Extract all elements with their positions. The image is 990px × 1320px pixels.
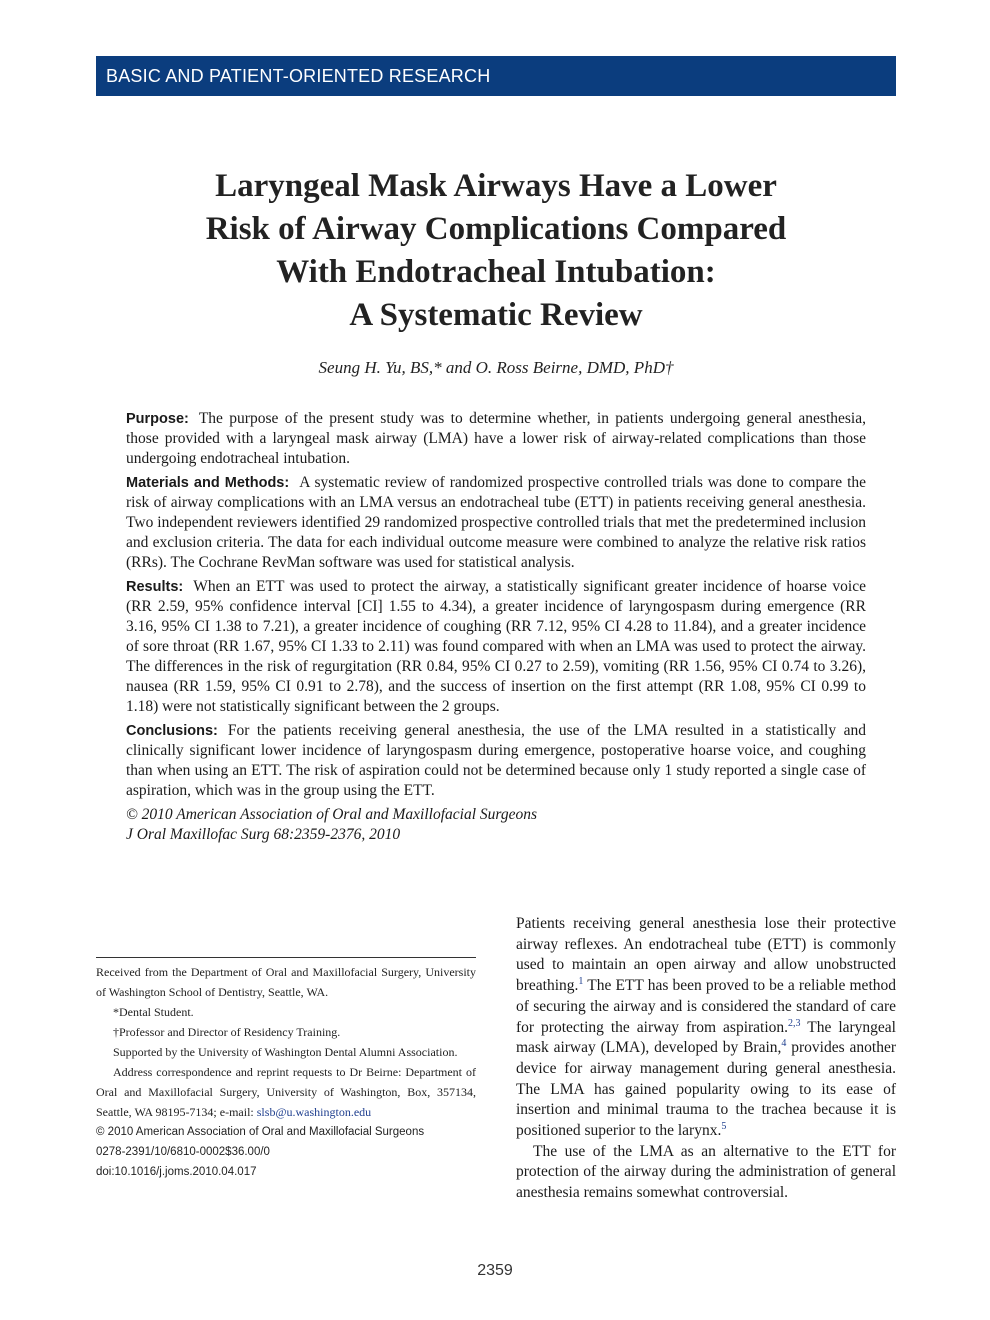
body-paragraph-1 — [516, 914, 896, 1142]
ref-2-3[interactable]: 2,3 — [788, 1017, 801, 1029]
footnote-doi: doi:10.1016/j.joms.2010.04.017 — [96, 1166, 257, 1178]
results-text: When an ETT was used to protect the airway, a statistically significant greater incidence of hoarse voice (RR 2.59, 95% confidence interval [CI] 1.55 to 4.34), a greater incidence of laryngospasm during emergence (RR 3.16, 95% CI 1.38 to 7.21), a greater incidence of coughing (RR 7.12, 95% CI 4.28 to 11.84), and a greater incidence of sore throat (RR 1.67, 95% CI 1.33 to 2.11) was found compared with when an LMA was used to protect the airway. The differences in the risk of regurgitation (RR 0.84, 95% CI 0.27 to 2.59), vomiting (RR 1.56, 95% CI 0.74 to 3.26), nausea (RR 1.59, 95% CI 0.91 to 2.78), and the success of insertion on the first attempt (RR 1.08, 95% CI 0.99 to 1.18) were not statistically significant between the 2 groups. — [126, 578, 866, 715]
conclusions-label: Conclusions: — [126, 723, 218, 739]
footnote-received: Received from the Department of Oral and Maxillofacial Surgery, University of Washington School of Dentistry, Seattle, WA. — [96, 965, 476, 999]
body-p1-part-d: provides another device for airway management during general anesthesia. The LMA has gained popularity owing to its ease of insertion and minimal trauma to the trachea because it is positioned superior to the larynx. — [516, 1039, 896, 1140]
conclusions-text: For the patients receiving general anesthesia, the use of the LMA resulted in a statistically and clinically significant lower incidence of laryngospasm during emergence, postoperative hoarse voice, and coughing than when using an ETT. The risk of aspiration could not be determined because only 1 study reported a single case of aspiration, which was in the group using the ETT. — [126, 722, 866, 799]
email-link[interactable]: slsb@u.washington.edu — [256, 1105, 372, 1119]
footnote-dental-student: *Dental Student. — [113, 1005, 194, 1019]
body-p1-part-c: The laryngeal mask airway (LMA), developed by Brain, — [516, 1018, 896, 1057]
body-p1-part-a: Patients receiving general anesthesia lose their protective airway reflexes. An endotracheal tube (ETT) is commonly used to maintain an open airway and allow unobstructed breathing. — [516, 915, 896, 995]
abstract-conclusions — [126, 721, 866, 801]
body-paragraph-2: The use of the LMA as an alternative to the ETT for protection of the airway during the administration of general anesthesia remains somewhat controversial. — [516, 1142, 896, 1202]
footnote-issn: 0278-2391/10/6810-0002$36.00/0 — [96, 1146, 270, 1158]
body-text — [516, 914, 896, 1204]
footnote-address — [96, 1062, 476, 1122]
title-line-2: Risk of Airway Complications Compared — [205, 211, 787, 247]
address-text: Address correspondence and reprint requests to Dr Beirne: Department of Oral and Maxillofacial Surgery, University of Washington, Box, 357134, Seattle, WA 98195-7134; e-mail: — [96, 1065, 476, 1119]
abstract-copyright: © 2010 American Association of Oral and Maxillofacial Surgeons — [126, 806, 538, 823]
title-line-3: With Endotracheal Intubation: — [276, 254, 716, 290]
abstract-citation: J Oral Maxillofac Surg 68:2359-2376, 2010 — [126, 826, 401, 843]
footnote-copyright: © 2010 American Association of Oral and Maxillofacial Surgeons — [96, 1126, 425, 1138]
title-line-4: A Systematic Review — [349, 297, 643, 333]
ref-5[interactable]: 5 — [721, 1120, 727, 1132]
methods-label: Materials and Methods: — [126, 475, 290, 491]
footnote-divider — [96, 957, 476, 958]
abstract-results — [126, 577, 866, 717]
abstract-methods — [126, 473, 866, 573]
abstract — [126, 409, 866, 845]
section-banner: BASIC AND PATIENT-ORIENTED RESEARCH — [96, 56, 896, 96]
purpose-text: The purpose of the present study was to determine whether, in patients undergoing general anesthesia, those provided with a laryngeal mask airway (LMA) have a lower risk of airway-related complications than those undergoing endotracheal intubation. — [126, 410, 866, 467]
ref-1[interactable]: 1 — [578, 975, 584, 987]
article-title — [96, 165, 896, 337]
page-number: 2359 — [477, 1262, 513, 1279]
methods-text: A systematic review of randomized prospective controlled trials was done to compare the risk of airway complications with an LMA versus an endotracheal tube (ETT) in patients receiving general anesthesia. Two independent reviewers identified 29 randomized prospective controlled trials that met the predetermined inclusion and exclusion criteria. The data for each individual outcome measure were combined to analyze the relative risk ratios (RRs). The Cochrane RevMan software was used for statistical analysis. — [126, 474, 867, 571]
purpose-label: Purpose: — [126, 411, 189, 427]
footnote-support: Supported by the University of Washington Dental Alumni Association. — [113, 1045, 458, 1059]
abstract-purpose — [126, 409, 866, 469]
title-line-1: Laryngeal Mask Airways Have a Lower — [215, 168, 777, 204]
author-list: Seung H. Yu, BS,* and O. Ross Beirne, DMD, PhD† — [318, 358, 674, 377]
footnotes — [96, 962, 476, 1182]
results-label: Results: — [126, 579, 184, 595]
ref-4[interactable]: 4 — [781, 1038, 787, 1050]
footnote-professor: †Professor and Director of Residency Training. — [113, 1025, 341, 1039]
body-p1-part-b: The ETT has been proved to be a reliable method of securing the airway and is considered the standard of care for protecting the airway from aspiration. — [516, 977, 896, 1036]
